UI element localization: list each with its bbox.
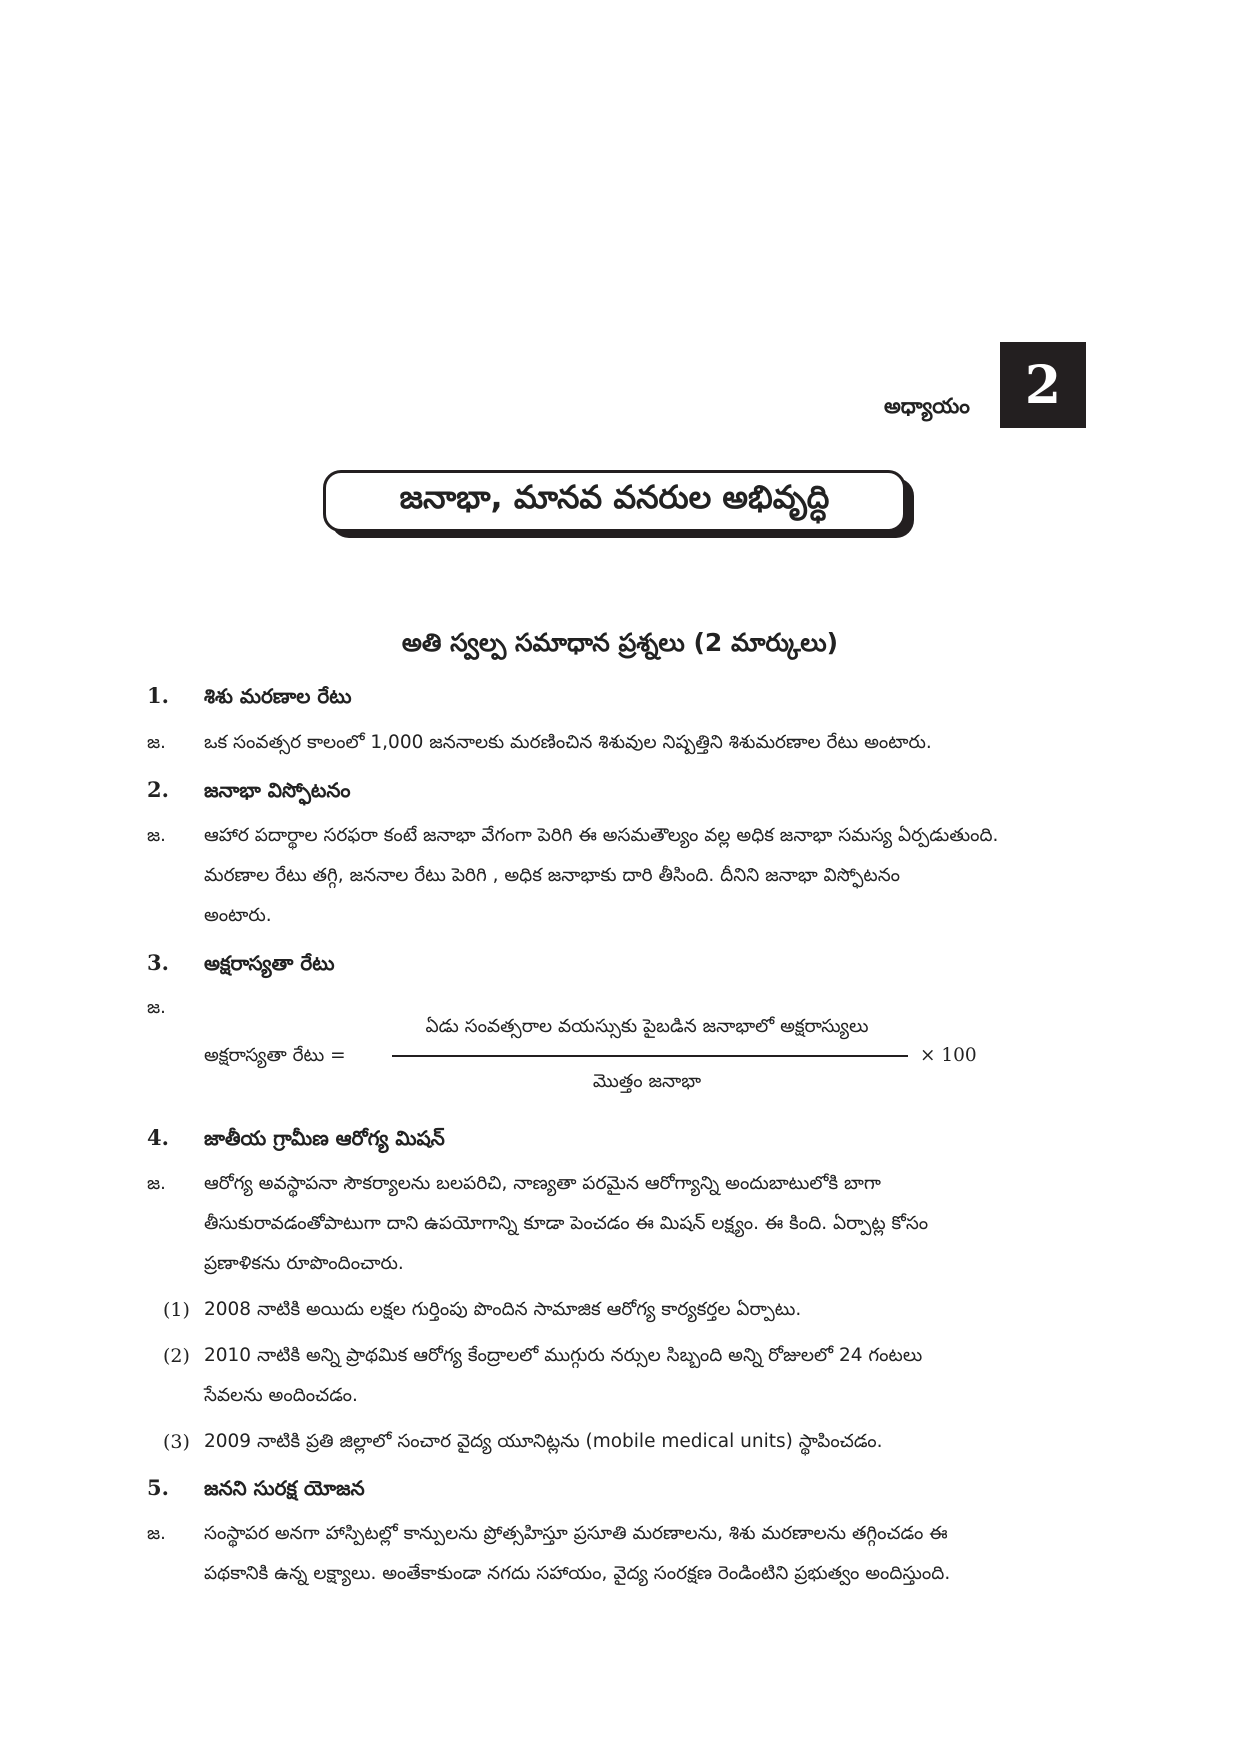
answer-line: ప్రణాళికను రూపొందించారు. bbox=[204, 1253, 404, 1274]
point-number: (2) bbox=[163, 1345, 190, 1367]
answer-mark: జ. bbox=[147, 732, 166, 753]
question-title: జనాభా విస్ఫోటనం bbox=[204, 778, 351, 802]
point-line: 2009 నాటికి ప్రతి జిల్లాలో సంచార వైద్య యూనిట్లను (mobile medical units) స్థాపించడం. bbox=[204, 1431, 883, 1452]
formula-denominator: మొత్తం జనాభా bbox=[592, 1071, 702, 1092]
chapter-label: అధ్యాయం bbox=[884, 394, 970, 418]
answer-mark: జ. bbox=[147, 825, 166, 846]
question-number: 2. bbox=[147, 777, 169, 802]
answer-line: ఆరోగ్య అవస్థాపనా సౌకర్యాలను బలపరిచి, నాణ్యతా పరమైన ఆరోగ్యాన్ని అందుబాటులోకి బాగా bbox=[204, 1173, 881, 1194]
answer-line: ఆహార పదార్థాల సరఫరా కంటే జనాభా వేగంగా పెరిగి ఈ అసమతౌల్యం వల్ల అధిక జనాభా సమస్య ఏర్పడుతుంది. bbox=[204, 825, 999, 846]
fraction-line bbox=[392, 1055, 908, 1057]
point-line: 2008 నాటికి అయిదు లక్షల గుర్తింపు పొందిన సామాజిక ఆరోగ్య కార్యకర్తల ఏర్పాటు. bbox=[204, 1299, 802, 1320]
section-title: అతి స్వల్ప సమాధాన ప్రశ్నలు (2 మార్కులు) bbox=[401, 628, 839, 657]
point-number: (3) bbox=[163, 1431, 190, 1453]
formula-numerator: ఏడు సంవత్సరాల వయస్సుకు పైబడిన జనాభాలో అక్షరాస్యులు bbox=[425, 1016, 869, 1037]
question-title: అక్షరాస్యతా రేటు bbox=[204, 951, 335, 975]
question-title: జనని సురక్ష యోజన bbox=[204, 1476, 365, 1500]
question-number: 1. bbox=[147, 683, 169, 708]
answer-line: అంటారు. bbox=[204, 905, 272, 926]
answer-line: ఒక సంవత్సర కాలంలో 1,000 జననాలకు మరణించిన శిశువుల నిష్పత్తిని శిశుమరణాల రేటు అంటారు. bbox=[204, 732, 932, 753]
chapter-title: జనాభా, మానవ వనరుల అభివృద్ధి bbox=[323, 470, 906, 532]
answer-mark: జ. bbox=[147, 1173, 166, 1194]
answer-line: తీసుకురావడంతోపాటుగా దాని ఉపయోగాన్ని కూడా పెంచడం ఈ మిషన్ లక్ష్యం. ఈ కింది. ఏర్పాట్ల కోసం bbox=[204, 1213, 929, 1234]
answer-mark: జ. bbox=[147, 997, 166, 1018]
question-title: జాతీయ గ్రామీణ ఆరోగ్య మిషన్ bbox=[204, 1126, 445, 1150]
question-number: 5. bbox=[147, 1475, 169, 1500]
question-title: శిశు మరణాల రేటు bbox=[204, 684, 352, 708]
answer-mark: జ. bbox=[147, 1523, 166, 1544]
formula-lhs: అక్షరాస్యతా రేటు = bbox=[204, 1045, 346, 1066]
point-line: 2010 నాటికి అన్ని ప్రాథమిక ఆరోగ్య కేంద్రాలలో ముగ్గురు నర్సుల సిబ్బంది అన్ని రోజులలో 24 గంటలు bbox=[204, 1345, 923, 1366]
chapter-number: 2 bbox=[1000, 342, 1086, 428]
answer-line: పథకానికి ఉన్న లక్ష్యాలు. అంతేకాకుండా నగదు సహాయం, వైద్య సంరక్షణ రెండింటిని ప్రభుత్వం అందిస్తుంది. bbox=[204, 1563, 951, 1584]
question-number: 3. bbox=[147, 950, 169, 975]
point-line: సేవలను అందించడం. bbox=[204, 1385, 358, 1406]
answer-line: సంస్థాపర అనగా హాస్పిటల్లో కాన్పులను ప్రోత్సహిస్తూ ప్రసూతి మరణాలను, శిశు మరణాలను తగ్గించడం ఈ bbox=[204, 1523, 948, 1544]
question-number: 4. bbox=[147, 1125, 169, 1150]
formula-multiplier: × 100 bbox=[920, 1045, 977, 1066]
answer-line: మరణాల రేటు తగ్గి, జననాల రేటు పెరిగి , అధిక జనాభాకు దారి తీసింది. దీనిని జనాభా విస్ఫోటనం bbox=[204, 865, 901, 886]
point-number: (1) bbox=[163, 1299, 190, 1321]
